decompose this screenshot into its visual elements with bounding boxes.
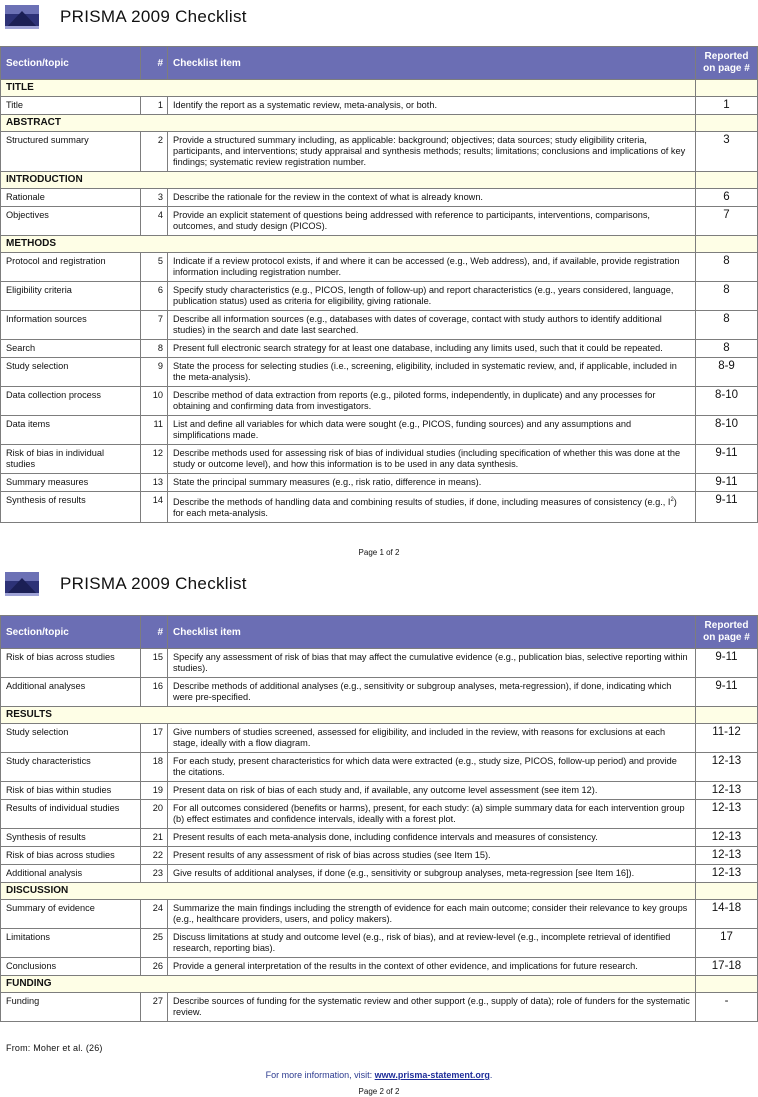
table-row: Study selection 17 Give numbers of studies screened, assessed for eligibility, and included in the review, with reasons for exclusions at each stage, ideally with a flow diagram. 11-12 (1, 724, 758, 753)
more-info-line: For more information, visit: www.prisma-statement.org. (265, 1070, 493, 1080)
table-row: Structured summary 2 Provide a structured summary including, as applicable: background; objectives; data sources; study eligibility criteria, participants, and interventions; study appraisal and synthesis methods; results; limitations; conclusions and implications of key findings; systematic review registration number. 3 (1, 132, 758, 172)
table-row: Risk of bias across studies 15 Specify any assessment of risk of bias that may affect the cumulative evidence (e.g., publication bias, selective reporting within studies). 9-11 (1, 649, 758, 678)
column-header-number: # (141, 616, 168, 649)
table-row: Rationale 3 Describe the rationale for the review in the context of what is already known. 6 (1, 189, 758, 207)
column-header-number: # (141, 47, 168, 80)
page-footer: Page 2 of 2 (358, 1087, 400, 1096)
checklist-table-page-1 (0, 46, 758, 523)
table-row: Data items 11 List and define all variables for which data were sought (e.g., PICOS, funding sources) and any assumptions and simplifications made. 8-10 (1, 416, 758, 445)
document-title: PRISMA 2009 Checklist (60, 7, 247, 26)
table-row: Conclusions 26 Provide a general interpretation of the results in the context of other evidence, and implications for future research. 17-18 (1, 958, 758, 976)
table-row: Additional analysis 23 Give results of additional analyses, if done (e.g., sensitivity or subgroup analyses, meta-regression [see Item 16]). 12-13 (1, 865, 758, 883)
column-header-section: Section/topic (1, 616, 141, 649)
table-row: Information sources 7 Describe all information sources (e.g., databases with dates of coverage, contact with study authors to identify additional studies) in the search and date last searched. 8 (1, 311, 758, 340)
table-header-row (1, 616, 758, 649)
section-row-title: TITLE (1, 80, 758, 97)
table-row: Objectives 4 Provide an explicit statement of questions being addressed with reference to participants, interventions, comparisons, outcomes, and study design (PICOS). 7 (1, 207, 758, 236)
document-title: PRISMA 2009 Checklist (60, 574, 247, 593)
column-header-reported: Reported on page # (696, 47, 758, 80)
table-row: Additional analyses 16 Describe methods of additional analyses (e.g., sensitivity or subgroup analyses, meta-regression), if done, indicating which were pre-specified. 9-11 (1, 678, 758, 707)
table-row: Limitations 25 Discuss limitations at study and outcome level (e.g., risk of bias), and at review-level (e.g., incomplete retrieval of identified research, reporting bias). 17 (1, 929, 758, 958)
table-row: Risk of bias in individual studies 12 Describe methods used for assessing risk of bias of individual studies (including specification of whether this was done at the study or outcome level), and how this information is to be used in any data synthesis. 9-11 (1, 445, 758, 474)
section-row-abstract: ABSTRACT (1, 115, 758, 132)
table-row: Synthesis of results 21 Present results of each meta-analysis done, including confidence intervals and measures of consistency. 12-13 (1, 829, 758, 847)
section-row-methods: METHODS (1, 236, 758, 253)
table-row: Summary measures 13 State the principal summary measures (e.g., risk ratio, difference in means). 9-11 (1, 474, 758, 492)
table-header-row (1, 47, 758, 80)
table-row: Eligibility criteria 6 Specify study characteristics (e.g., PICOS, length of follow-up) and report characteristics (e.g., years considered, language, publication status) used as criteria for eligibility, giving rationale. 8 (1, 282, 758, 311)
section-row-funding: FUNDING (1, 976, 758, 993)
prisma-logo-icon (5, 5, 39, 29)
column-header-section: Section/topic (1, 47, 141, 80)
table-row: Data collection process 10 Describe method of data extraction from reports (e.g., piloted forms, independently, in duplicate) and any processes for obtaining and confirming data from investigators. 8-10 (1, 387, 758, 416)
table-row: Results of individual studies 20 For all outcomes considered (benefits or harms), present, for each study: (a) simple summary data for each intervention group (b) effect estimates and confidence intervals, ideally with a forest plot. 12-13 (1, 800, 758, 829)
section-row-discussion: DISCUSSION (1, 883, 758, 900)
prisma-website-link[interactable]: www.prisma-statement.org (374, 1070, 490, 1080)
table-row: Study characteristics 18 For each study, present characteristics for which data were extracted (e.g., study size, PICOS, follow-up period) and provide the citations. 12-13 (1, 753, 758, 782)
section-row-introduction: INTRODUCTION (1, 172, 758, 189)
table-row: Protocol and registration 5 Indicate if a review protocol exists, if and where it can be accessed (e.g., Web address), and, if available, provide registration information including registration number. 8 (1, 253, 758, 282)
table-row: Funding 27 Describe sources of funding for the systematic review and other support (e.g., supply of data); role of funders for the systematic review. - (1, 993, 758, 1022)
prisma-logo-icon (5, 572, 39, 596)
table-row: Search 8 Present full electronic search strategy for at least one database, including any limits used, such that it could be repeated. 8 (1, 340, 758, 358)
column-header-item: Checklist item (168, 616, 696, 649)
table-row: Risk of bias within studies 19 Present data on risk of bias of each study and, if available, any outcome level assessment (see item 12). 12-13 (1, 782, 758, 800)
checklist-table-page-2 (0, 615, 758, 1022)
table-row: Synthesis of results 14 Describe the methods of handling data and combining results of studies, if done, including measures of consistency (e.g., $I^2$) for each meta-analysis. 9-11 (1, 492, 758, 523)
source-note: From: Moher et al. (26) (6, 1043, 103, 1053)
section-row-results: RESULTS (1, 707, 758, 724)
table-row: Study selection 9 State the process for selecting studies (i.e., screening, eligibility, included in systematic review, and, if applicable, included in the meta-analysis). 8-9 (1, 358, 758, 387)
table-row: Title 1 Identify the report as a systematic review, meta-analysis, or both. 1 (1, 97, 758, 115)
page-footer: Page 1 of 2 (358, 548, 400, 557)
table-row: Summary of evidence 24 Summarize the main findings including the strength of evidence for each main outcome; consider their relevance to key groups (e.g., healthcare providers, users, and policy makers). 14-18 (1, 900, 758, 929)
column-header-item: Checklist item (168, 47, 696, 80)
table-row: Risk of bias across studies 22 Present results of any assessment of risk of bias across studies (see Item 15). 12-13 (1, 847, 758, 865)
column-header-reported: Reported on page # (696, 616, 758, 649)
